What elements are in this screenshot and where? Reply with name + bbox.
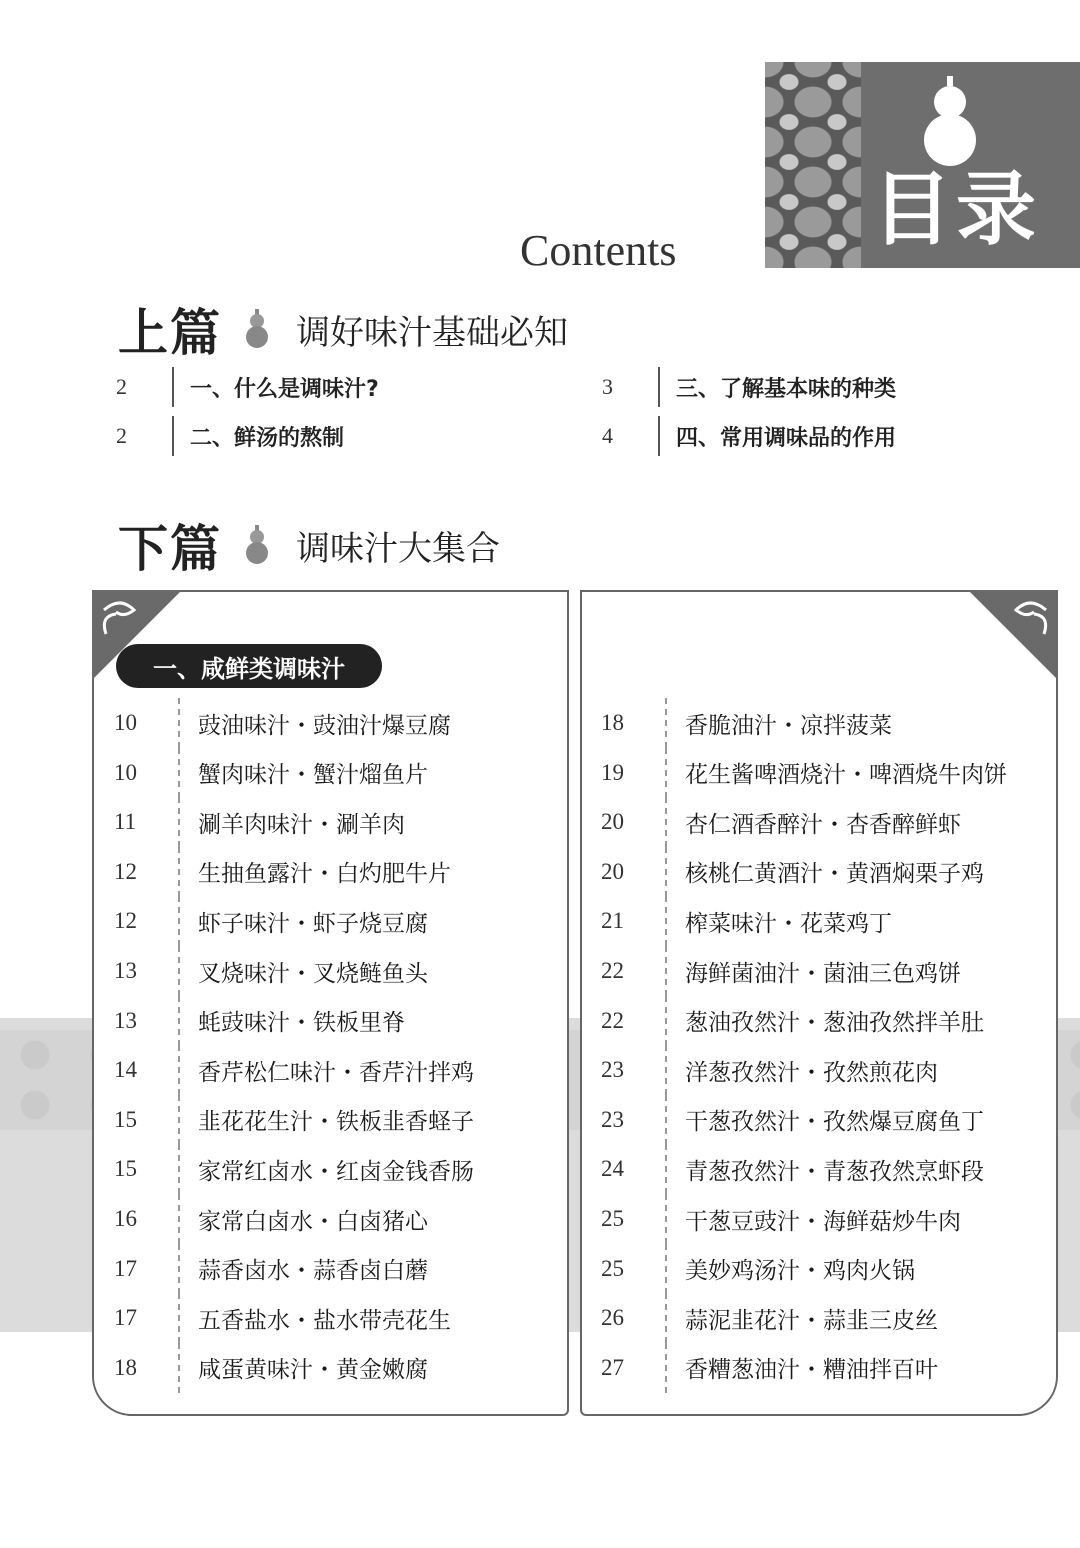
dashed-divider: [665, 1343, 667, 1393]
recipe-title: 蟹肉味汁・蟹汁熘鱼片: [198, 762, 428, 789]
dashed-divider: [665, 1194, 667, 1244]
dashed-divider: [178, 1194, 180, 1244]
page-number: 10: [114, 759, 137, 785]
toc-entry[interactable]: [601, 946, 961, 996]
dashed-divider: [178, 1095, 180, 1145]
page-number: 16: [114, 1206, 137, 1231]
toc-entry[interactable]: [601, 1343, 938, 1393]
page-number: 22: [601, 1007, 624, 1033]
dashed-divider: [665, 996, 667, 1046]
toc-entry[interactable]: [601, 1293, 938, 1343]
recipe-title: 豉油味汁・豉油汁爆豆腐: [198, 712, 451, 739]
recipe-title: 洋葱孜然汁・孜然煎花肉: [685, 1059, 938, 1086]
dashed-divider: [178, 996, 180, 1046]
recipe-title: 家常红卤水・红卤金钱香肠: [198, 1158, 474, 1185]
page-number: 23: [601, 1106, 624, 1132]
page-number: 17: [114, 1255, 137, 1281]
item-title: 二、鲜汤的熬制: [190, 425, 345, 451]
part2-label: 下篇: [118, 520, 222, 578]
floral-pattern: [765, 62, 861, 268]
intro-item[interactable]: [116, 416, 344, 456]
page-number: 23: [601, 1057, 624, 1083]
recipe-title: 生抽鱼露汁・白灼肥牛片: [198, 861, 451, 888]
dashed-divider: [665, 748, 667, 798]
page-number: 25: [601, 1255, 624, 1281]
page-number: 13: [114, 1007, 137, 1033]
toc-entry[interactable]: [601, 1194, 961, 1244]
page-number: 18: [114, 1354, 137, 1380]
part2-title: 调味汁大集合: [296, 528, 500, 569]
dashed-divider: [178, 698, 180, 748]
toc-entry[interactable]: [114, 847, 451, 897]
page-number: 17: [114, 1305, 137, 1331]
toc-entry[interactable]: [601, 896, 892, 946]
toc-entry[interactable]: [601, 1144, 984, 1194]
toc-entry[interactable]: [114, 1194, 428, 1244]
toc-entry[interactable]: [601, 698, 892, 748]
dashed-divider: [178, 748, 180, 798]
toc-entry[interactable]: [114, 996, 405, 1046]
dashed-divider: [665, 1244, 667, 1294]
toc-entry[interactable]: [114, 946, 428, 996]
dashed-divider: [178, 847, 180, 897]
recipe-title: 花生酱啤酒烧汁・啤酒烧牛肉饼: [685, 762, 1007, 789]
toc-entry[interactable]: [114, 748, 428, 798]
recipe-title: 香糟葱油汁・糟油拌百叶: [685, 1357, 938, 1384]
recipe-title: 涮羊肉味汁・涮羊肉: [198, 811, 405, 838]
dashed-divider: [178, 1293, 180, 1343]
page-number: 22: [601, 958, 624, 983]
divider: [172, 416, 174, 456]
recipe-title: 蚝豉味汁・铁板里脊: [198, 1010, 405, 1037]
toc-entry[interactable]: [601, 1244, 915, 1294]
item-title: 一、什么是调味汁?: [190, 376, 379, 402]
page-number: 15: [114, 1156, 137, 1182]
toc-entry[interactable]: [601, 1095, 984, 1145]
recipe-title: 核桃仁黄酒汁・黄酒焖栗子鸡: [685, 861, 984, 888]
dashed-divider: [665, 896, 667, 946]
page-number: 12: [114, 858, 137, 884]
recipe-title: 叉烧味汁・叉烧鲢鱼头: [198, 960, 428, 987]
toc-entry[interactable]: [601, 1045, 938, 1095]
recipe-title: 咸蛋黄味汁・黄金嫩腐: [198, 1357, 428, 1384]
recipe-title: 杏仁酒香醉汁・杏香醉鲜虾: [685, 811, 961, 838]
page-number: 27: [601, 1354, 624, 1380]
dashed-divider: [665, 1095, 667, 1145]
intro-item[interactable]: [602, 416, 896, 456]
dashed-divider: [665, 1045, 667, 1095]
page-number: 2: [116, 423, 127, 448]
category-label: 一、咸鲜类调味汁: [116, 644, 382, 688]
recipe-title: 干葱孜然汁・孜然爆豆腐鱼丁: [685, 1109, 984, 1136]
item-title: 四、常用调味品的作用: [676, 425, 897, 451]
recipe-title: 海鲜菌油汁・菌油三色鸡饼: [685, 960, 961, 987]
recipe-title: 家常白卤水・白卤猪心: [198, 1208, 428, 1235]
dashed-divider: [178, 946, 180, 996]
part1-title: 调好味汁基础必知: [296, 312, 568, 353]
gourd-icon: [244, 525, 270, 565]
page-number: 4: [602, 423, 613, 448]
dashed-divider: [178, 1045, 180, 1095]
toc-entry[interactable]: [601, 996, 984, 1046]
recipe-title: 五香盐水・盐水带壳花生: [198, 1307, 451, 1334]
part1-label: 上篇: [118, 304, 222, 362]
toc-entry[interactable]: [114, 797, 405, 847]
divider: [658, 367, 660, 407]
item-title: 三、了解基本味的种类: [676, 376, 897, 402]
dashed-divider: [665, 1144, 667, 1194]
recipe-title: 榨菜味汁・花菜鸡丁: [685, 910, 892, 937]
dashed-divider: [178, 797, 180, 847]
page-number: 3: [602, 374, 613, 399]
page-number: 10: [114, 710, 137, 735]
intro-item[interactable]: [116, 367, 379, 407]
recipe-title: 虾子味汁・虾子烧豆腐: [198, 910, 428, 937]
toc-entry[interactable]: [114, 1095, 474, 1145]
page-title: 目录: [872, 163, 1040, 256]
page-number: 11: [114, 809, 137, 835]
dashed-divider: [178, 1244, 180, 1294]
dashed-divider: [665, 797, 667, 847]
page-number: 24: [601, 1156, 624, 1182]
toc-entry[interactable]: [601, 797, 961, 847]
dashed-divider: [665, 946, 667, 996]
recipe-title: 青葱孜然汁・青葱孜然烹虾段: [685, 1158, 984, 1185]
recipe-title: 蒜泥韭花汁・蒜韭三皮丝: [685, 1307, 938, 1334]
intro-item[interactable]: [602, 367, 896, 407]
dashed-divider: [178, 896, 180, 946]
page-number: 14: [114, 1057, 137, 1083]
divider: [172, 367, 174, 407]
toc-entry[interactable]: [114, 698, 451, 748]
dashed-divider: [665, 698, 667, 748]
page-number: 19: [601, 759, 624, 785]
dashed-divider: [178, 1144, 180, 1194]
toc-entry[interactable]: [114, 1045, 474, 1095]
page-number: 13: [114, 958, 137, 983]
divider: [658, 416, 660, 456]
dashed-divider: [178, 1343, 180, 1393]
part1-heading: [118, 296, 718, 362]
toc-entry[interactable]: [114, 1244, 428, 1294]
page-number: 18: [601, 710, 624, 735]
recipe-title: 美妙鸡汤汁・鸡肉火锅: [685, 1258, 915, 1285]
page-number: 2: [116, 374, 127, 399]
toc-entry[interactable]: [601, 748, 1007, 798]
recipe-title: 蒜香卤水・蒜香卤白蘑: [198, 1258, 428, 1285]
recipe-title: 香脆油汁・凉拌菠菜: [685, 712, 892, 739]
recipe-title: 干葱豆豉汁・海鲜菇炒牛肉: [685, 1208, 961, 1235]
toc-entry[interactable]: [114, 1293, 451, 1343]
toc-entry[interactable]: [114, 896, 428, 946]
dashed-divider: [665, 1293, 667, 1343]
scroll-corner-ornament: [968, 590, 1058, 680]
page-number: 21: [601, 908, 624, 934]
toc-entry[interactable]: [114, 1144, 474, 1194]
gourd-icon: [922, 76, 978, 168]
toc-entry[interactable]: [114, 1343, 428, 1393]
toc-entry[interactable]: [601, 847, 984, 897]
page-number: 25: [601, 1206, 624, 1231]
recipe-title: 韭花花生汁・铁板韭香蛏子: [198, 1109, 474, 1136]
page-number: 26: [601, 1305, 624, 1331]
recipe-title: 葱油孜然汁・葱油孜然拌羊肚: [685, 1010, 984, 1037]
page-number: 20: [601, 858, 624, 884]
page-number: 15: [114, 1106, 137, 1132]
contents-heading: Contents: [520, 226, 677, 275]
part2-heading: [118, 512, 718, 578]
gourd-icon: [244, 309, 270, 349]
dashed-divider: [665, 847, 667, 897]
page-number: 12: [114, 908, 137, 934]
page-number: 20: [601, 809, 624, 835]
recipe-title: 香芹松仁味汁・香芹汁拌鸡: [198, 1059, 474, 1086]
